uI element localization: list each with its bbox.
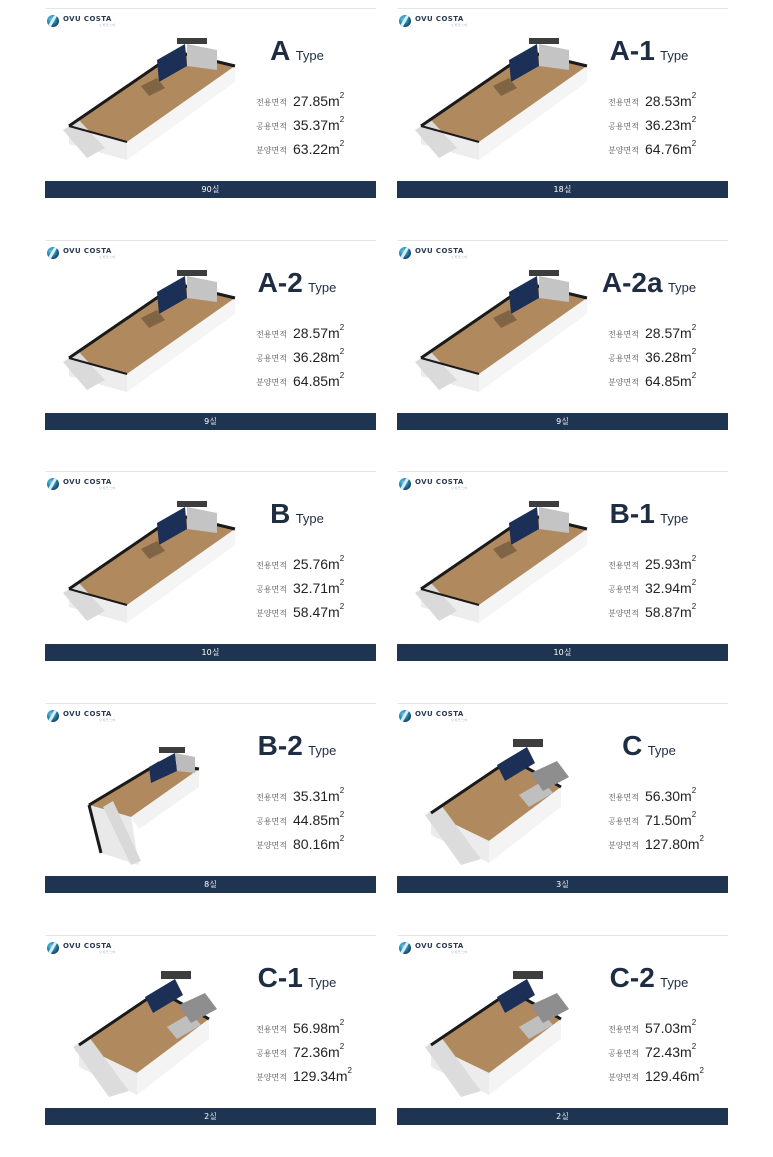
common-area-label: 공용면적 bbox=[256, 354, 287, 363]
exclusive-area-value: $56.98m^2$ bbox=[293, 1018, 345, 1036]
card-divider bbox=[45, 8, 376, 9]
unit-count-bar: 2실 bbox=[397, 1108, 728, 1125]
common-area-value: $32.94m^2$ bbox=[645, 578, 697, 596]
exclusive-area-row bbox=[599, 324, 719, 344]
logo-subtext: 오뷰코스타 bbox=[451, 255, 468, 259]
logo-text: OVU COSTA bbox=[63, 710, 112, 718]
sale-area-value: $58.47m^2$ bbox=[293, 602, 345, 620]
sale-area-value: $64.85m^2$ bbox=[645, 371, 697, 389]
unit-count-bar: 3실 bbox=[397, 876, 728, 893]
exclusive-area-label: 전용면적 bbox=[608, 330, 639, 339]
floor-plan-image bbox=[401, 262, 589, 406]
sale-area-label: 분양면적 bbox=[256, 146, 287, 155]
common-area-label: 공용면적 bbox=[256, 817, 287, 826]
floor-plan-image bbox=[49, 493, 237, 637]
floor-type-card bbox=[397, 467, 728, 693]
unit-count-bar: 8실 bbox=[45, 876, 376, 893]
exclusive-area-row bbox=[599, 92, 719, 112]
logo-text: OVU COSTA bbox=[415, 942, 464, 950]
type-word: Type bbox=[292, 48, 324, 63]
type-word: Type bbox=[304, 280, 337, 295]
exclusive-area-value: $56.30m^2$ bbox=[645, 786, 697, 804]
exclusive-area-value: $28.53m^2$ bbox=[645, 91, 697, 109]
exclusive-area-label: 전용면적 bbox=[608, 1025, 639, 1034]
common-area-value: $36.28m^2$ bbox=[293, 347, 345, 365]
type-word: Type bbox=[656, 975, 689, 990]
brand-logo bbox=[399, 940, 468, 958]
sale-area-row bbox=[247, 140, 367, 160]
brand-logo bbox=[47, 13, 116, 31]
common-area-label: 공용면적 bbox=[608, 585, 639, 594]
unit-count-bar: 9실 bbox=[397, 413, 728, 430]
logo-text: OVU COSTA bbox=[415, 710, 464, 718]
type-word: Type bbox=[656, 48, 689, 63]
type-name: C bbox=[622, 730, 643, 761]
sale-area-row bbox=[599, 603, 719, 623]
common-area-row bbox=[599, 116, 719, 136]
common-area-value: $44.85m^2$ bbox=[293, 810, 345, 828]
sale-area-value: $64.85m^2$ bbox=[293, 371, 345, 389]
common-area-row bbox=[599, 1043, 719, 1063]
logo-subtext: 오뷰코스타 bbox=[99, 718, 116, 722]
common-area-label: 공용면적 bbox=[256, 585, 287, 594]
exclusive-area-label: 전용면적 bbox=[256, 98, 287, 107]
unit-count-bar: 2실 bbox=[45, 1108, 376, 1125]
logo-text: OVU COSTA bbox=[63, 942, 112, 950]
common-area-value: $36.23m^2$ bbox=[645, 115, 697, 133]
type-title bbox=[217, 730, 377, 764]
logo-globe-icon bbox=[399, 710, 411, 722]
brand-logo bbox=[399, 13, 468, 31]
logo-globe-icon bbox=[399, 478, 411, 490]
logo-subtext: 오뷰코스타 bbox=[451, 950, 468, 954]
brand-logo bbox=[399, 476, 468, 494]
exclusive-area-value: $25.76m^2$ bbox=[293, 554, 345, 572]
common-area-label: 공용면적 bbox=[256, 1049, 287, 1058]
brand-logo bbox=[399, 245, 468, 263]
type-word: Type bbox=[644, 743, 676, 758]
logo-text: OVU COSTA bbox=[415, 478, 464, 486]
card-divider bbox=[397, 935, 728, 936]
type-title bbox=[569, 730, 729, 764]
type-title bbox=[217, 962, 377, 996]
type-name: A-2a bbox=[601, 267, 663, 298]
common-area-row bbox=[247, 811, 367, 831]
type-word: Type bbox=[664, 280, 697, 295]
exclusive-area-value: $28.57m^2$ bbox=[293, 323, 345, 341]
exclusive-area-row bbox=[599, 555, 719, 575]
logo-text: OVU COSTA bbox=[63, 15, 112, 23]
common-area-value: $72.36m^2$ bbox=[293, 1042, 345, 1060]
logo-globe-icon bbox=[399, 942, 411, 954]
card-divider bbox=[397, 240, 728, 241]
logo-globe-icon bbox=[399, 15, 411, 27]
exclusive-area-row bbox=[247, 787, 367, 807]
sale-area-value: $127.80m^2$ bbox=[645, 834, 704, 852]
exclusive-area-label: 전용면적 bbox=[608, 561, 639, 570]
sale-area-row bbox=[247, 372, 367, 392]
floor-plan-image bbox=[401, 957, 589, 1101]
card-divider bbox=[45, 935, 376, 936]
type-title bbox=[217, 267, 377, 301]
brand-logo bbox=[47, 245, 116, 263]
logo-globe-icon bbox=[47, 247, 59, 259]
common-area-label: 공용면적 bbox=[608, 1049, 639, 1058]
sale-area-row bbox=[247, 1067, 367, 1087]
floor-type-card bbox=[45, 931, 376, 1157]
logo-text: OVU COSTA bbox=[415, 15, 464, 23]
brand-logo bbox=[47, 708, 116, 726]
common-area-value: $36.28m^2$ bbox=[645, 347, 697, 365]
common-area-row bbox=[247, 579, 367, 599]
exclusive-area-row bbox=[247, 324, 367, 344]
logo-text: OVU COSTA bbox=[415, 247, 464, 255]
common-area-row bbox=[247, 116, 367, 136]
logo-globe-icon bbox=[47, 15, 59, 27]
type-title bbox=[217, 498, 377, 532]
floor-plan-image bbox=[49, 725, 237, 869]
type-name: B-1 bbox=[609, 498, 655, 529]
common-area-value: $35.37m^2$ bbox=[293, 115, 345, 133]
common-area-row bbox=[247, 348, 367, 368]
sale-area-value: $58.87m^2$ bbox=[645, 602, 697, 620]
logo-subtext: 오뷰코스타 bbox=[99, 255, 116, 259]
exclusive-area-label: 전용면적 bbox=[256, 793, 287, 802]
logo-subtext: 오뷰코스타 bbox=[451, 486, 468, 490]
type-title bbox=[569, 35, 729, 69]
sale-area-value: $129.46m^2$ bbox=[645, 1066, 704, 1084]
sale-area-label: 분양면적 bbox=[608, 146, 639, 155]
common-area-value: $32.71m^2$ bbox=[293, 578, 345, 596]
logo-text: OVU COSTA bbox=[63, 478, 112, 486]
exclusive-area-row bbox=[599, 787, 719, 807]
type-title bbox=[569, 962, 729, 996]
logo-globe-icon bbox=[399, 247, 411, 259]
type-word: Type bbox=[292, 511, 324, 526]
card-divider bbox=[45, 240, 376, 241]
floor-type-card bbox=[397, 699, 728, 925]
sale-area-label: 분양면적 bbox=[256, 609, 287, 618]
floor-type-card bbox=[45, 467, 376, 693]
common-area-row bbox=[599, 348, 719, 368]
sale-area-value: $63.22m^2$ bbox=[293, 139, 345, 157]
logo-subtext: 오뷰코스타 bbox=[451, 23, 468, 27]
logo-globe-icon bbox=[47, 710, 59, 722]
common-area-label: 공용면적 bbox=[608, 122, 639, 131]
floor-type-card bbox=[45, 236, 376, 462]
logo-text: OVU COSTA bbox=[63, 247, 112, 255]
unit-count-bar: 10실 bbox=[45, 644, 376, 661]
type-title bbox=[569, 267, 729, 301]
floor-plan-image bbox=[49, 262, 237, 406]
floor-plan-image bbox=[49, 30, 237, 174]
type-name: C-1 bbox=[257, 962, 303, 993]
exclusive-area-value: $57.03m^2$ bbox=[645, 1018, 697, 1036]
sale-area-row bbox=[599, 372, 719, 392]
sale-area-row bbox=[599, 835, 719, 855]
card-divider bbox=[397, 8, 728, 9]
logo-subtext: 오뷰코스타 bbox=[99, 950, 116, 954]
common-area-label: 공용면적 bbox=[256, 122, 287, 131]
type-name: B bbox=[270, 498, 291, 529]
sale-area-label: 분양면적 bbox=[256, 841, 287, 850]
sale-area-value: $80.16m^2$ bbox=[293, 834, 345, 852]
common-area-row bbox=[247, 1043, 367, 1063]
logo-subtext: 오뷰코스타 bbox=[99, 23, 116, 27]
floor-plan-image bbox=[401, 30, 589, 174]
type-title bbox=[569, 498, 729, 532]
type-word: Type bbox=[304, 743, 337, 758]
sale-area-label: 분양면적 bbox=[256, 378, 287, 387]
exclusive-area-row bbox=[247, 1019, 367, 1039]
exclusive-area-label: 전용면적 bbox=[256, 1025, 287, 1034]
unit-count-bar: 90실 bbox=[45, 181, 376, 198]
card-divider bbox=[397, 703, 728, 704]
sale-area-value: $129.34m^2$ bbox=[293, 1066, 352, 1084]
sale-area-row bbox=[599, 140, 719, 160]
sale-area-label: 분양면적 bbox=[608, 841, 639, 850]
sale-area-row bbox=[599, 1067, 719, 1087]
exclusive-area-value: $25.93m^2$ bbox=[645, 554, 697, 572]
logo-subtext: 오뷰코스타 bbox=[99, 486, 116, 490]
floor-type-card bbox=[45, 4, 376, 230]
common-area-label: 공용면적 bbox=[608, 817, 639, 826]
common-area-label: 공용면적 bbox=[608, 354, 639, 363]
card-divider bbox=[397, 471, 728, 472]
floor-type-card bbox=[397, 236, 728, 462]
brand-logo bbox=[47, 476, 116, 494]
exclusive-area-label: 전용면적 bbox=[256, 561, 287, 570]
floor-type-card bbox=[397, 4, 728, 230]
brand-logo bbox=[47, 940, 116, 958]
sale-area-label: 분양면적 bbox=[608, 609, 639, 618]
type-title bbox=[217, 35, 377, 69]
type-word: Type bbox=[656, 511, 689, 526]
floor-plan-image bbox=[49, 957, 237, 1101]
sale-area-label: 분양면적 bbox=[608, 378, 639, 387]
sale-area-label: 분양면적 bbox=[608, 1073, 639, 1082]
type-name: A-1 bbox=[609, 35, 655, 66]
exclusive-area-row bbox=[599, 1019, 719, 1039]
type-name: A-2 bbox=[257, 267, 303, 298]
logo-globe-icon bbox=[47, 942, 59, 954]
card-divider bbox=[45, 703, 376, 704]
exclusive-area-value: $28.57m^2$ bbox=[645, 323, 697, 341]
exclusive-area-row bbox=[247, 555, 367, 575]
logo-subtext: 오뷰코스타 bbox=[451, 718, 468, 722]
floor-type-card bbox=[45, 699, 376, 925]
type-name: C-2 bbox=[609, 962, 655, 993]
logo-globe-icon bbox=[47, 478, 59, 490]
unit-count-bar: 9실 bbox=[45, 413, 376, 430]
floor-type-card bbox=[397, 931, 728, 1157]
exclusive-area-value: $27.85m^2$ bbox=[293, 91, 345, 109]
sale-area-row bbox=[247, 835, 367, 855]
floor-plan-image bbox=[401, 725, 589, 869]
exclusive-area-label: 전용면적 bbox=[608, 793, 639, 802]
type-word: Type bbox=[304, 975, 337, 990]
exclusive-area-label: 전용면적 bbox=[256, 330, 287, 339]
common-area-row bbox=[599, 811, 719, 831]
type-name: A bbox=[270, 35, 291, 66]
floor-plan-image bbox=[401, 493, 589, 637]
card-divider bbox=[45, 471, 376, 472]
unit-count-bar: 18실 bbox=[397, 181, 728, 198]
type-name: B-2 bbox=[257, 730, 303, 761]
brand-logo bbox=[399, 708, 468, 726]
sale-area-label: 분양면적 bbox=[256, 1073, 287, 1082]
exclusive-area-row bbox=[247, 92, 367, 112]
common-area-value: $71.50m^2$ bbox=[645, 810, 697, 828]
sale-area-value: $64.76m^2$ bbox=[645, 139, 697, 157]
exclusive-area-value: $35.31m^2$ bbox=[293, 786, 345, 804]
sale-area-row bbox=[247, 603, 367, 623]
unit-count-bar: 10실 bbox=[397, 644, 728, 661]
exclusive-area-label: 전용면적 bbox=[608, 98, 639, 107]
common-area-value: $72.43m^2$ bbox=[645, 1042, 697, 1060]
common-area-row bbox=[599, 579, 719, 599]
